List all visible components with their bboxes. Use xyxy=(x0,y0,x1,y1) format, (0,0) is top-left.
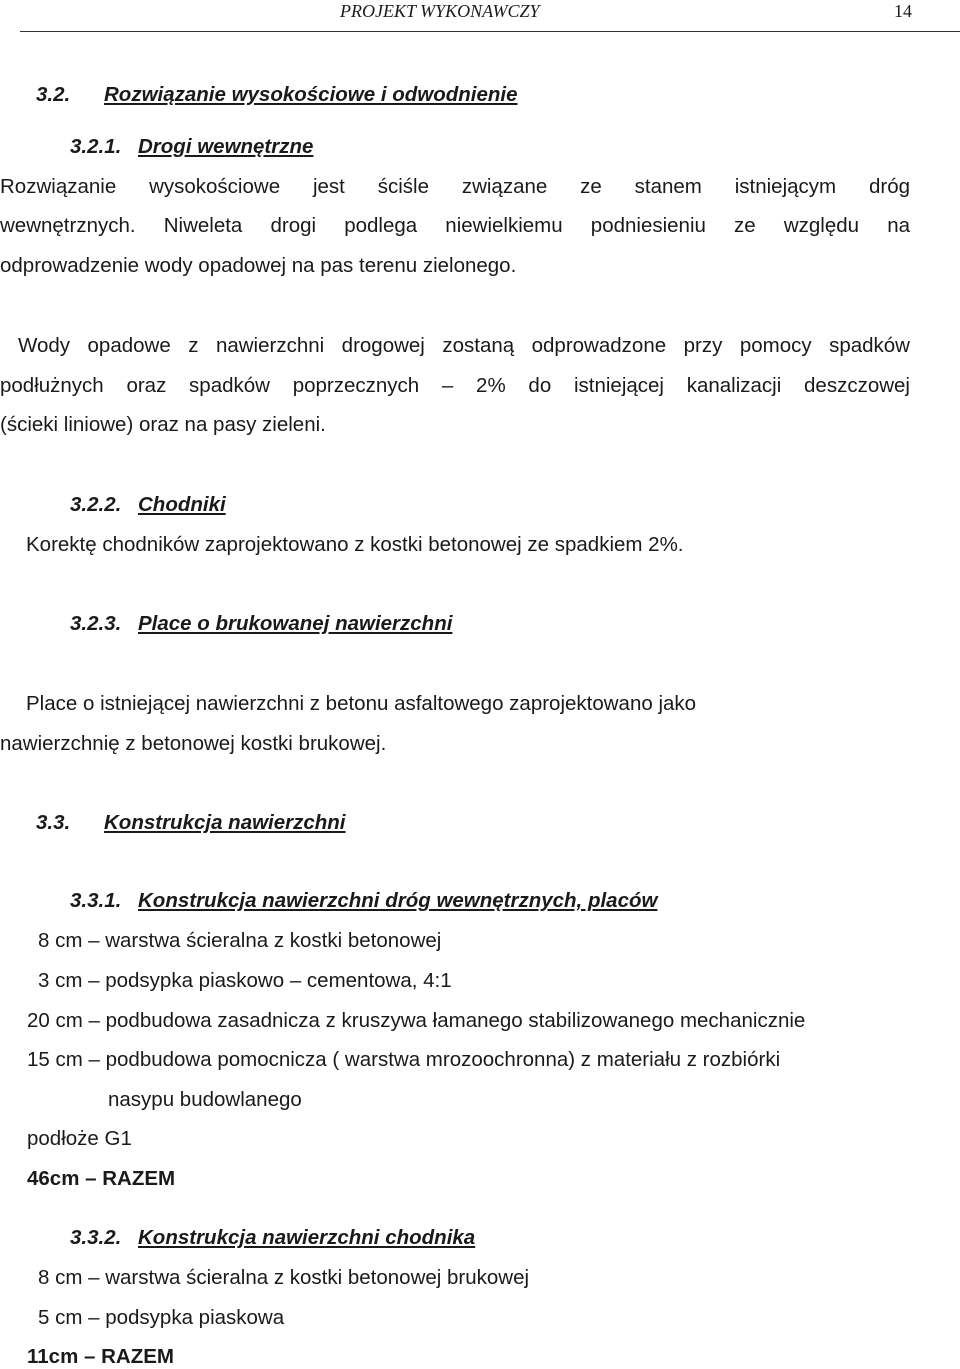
section-3-3-2-title: Konstrukcja nawierzchni chodnika xyxy=(138,1226,476,1249)
header-title: PROJEKT WYKONAWCZY xyxy=(340,1,540,21)
section-3-3-1-title: Konstrukcja nawierzchni dróg wewnętrznych, placów xyxy=(138,889,658,912)
paragraph-line: nawierzchnię z betonowej kostki brukowej. xyxy=(0,732,387,755)
section-3-2-2-title: Chodniki xyxy=(138,493,226,516)
section-3-2-3-number: 3.2.3. xyxy=(70,612,122,635)
layer-item: 8 cm – warstwa ścieralna z kostki betonowej brukowej xyxy=(38,1266,530,1289)
section-3-2-1-number: 3.2.1. xyxy=(70,135,122,158)
section-3-2-2-number: 3.2.2. xyxy=(70,493,122,516)
section-3-2-title: Rozwiązanie wysokościowe i odwodnienie xyxy=(104,83,518,106)
layer-item: 8 cm – warstwa ścieralna z kostki betonowej xyxy=(38,929,442,952)
section-3-2-number: 3.2. xyxy=(36,83,71,106)
header-divider xyxy=(20,31,960,32)
section-3-2-3-title: Place o brukowanej nawierzchni xyxy=(138,612,453,635)
paragraph-line: Wody opadowe z nawierzchni drogowej zostaną odprowadzone przy pomocy spadków xyxy=(18,334,910,357)
section-3-3-title: Konstrukcja nawierzchni xyxy=(104,811,346,834)
layer-total: 11cm – RAZEM xyxy=(27,1345,174,1368)
paragraph-line: Korektę chodników zaprojektowano z kostki betonowej ze spadkiem 2%. xyxy=(26,533,684,556)
paragraph-line: podłużnych oraz spadków poprzecznych – 2% do istniejącej kanalizacji deszczowej xyxy=(0,374,910,397)
layer-item: 20 cm – podbudowa zasadnicza z kruszywa łamanego stabilizowanego mechanicznie xyxy=(27,1009,806,1032)
layer-total: 46cm – RAZEM xyxy=(27,1167,176,1190)
paragraph-line: Place o istniejącej nawierzchni z betonu asfaltowego zaprojektowano jako xyxy=(26,692,697,715)
layer-item: 5 cm – podsypka piaskowa xyxy=(38,1306,285,1329)
section-3-3-1-number: 3.3.1. xyxy=(70,889,122,912)
layer-item: 15 cm – podbudowa pomocnicza ( warstwa mrozoochronna) z materiału z rozbiórki xyxy=(27,1048,781,1071)
section-3-3-2-number: 3.3.2. xyxy=(70,1226,122,1249)
paragraph-line: Rozwiązanie wysokościowe jest ściśle związane ze stanem istniejącym dróg xyxy=(0,175,910,198)
paragraph-line: wewnętrznych. Niweleta drogi podlega niewielkiemu podniesieniu ze względu na xyxy=(0,214,910,237)
section-3-2-1-title: Drogi wewnętrzne xyxy=(138,135,314,158)
page-number: 14 xyxy=(894,1,912,21)
section-3-3-number: 3.3. xyxy=(36,811,71,834)
layer-item: podłoże G1 xyxy=(27,1127,132,1150)
paragraph-line: odprowadzenie wody opadowej na pas terenu zielonego. xyxy=(0,254,517,277)
layer-item: nasypu budowlanego xyxy=(108,1088,302,1111)
paragraph-line: (ścieki liniowe) oraz na pasy zieleni. xyxy=(0,413,326,436)
layer-item: 3 cm – podsypka piaskowo – cementowa, 4:1 xyxy=(38,969,452,992)
